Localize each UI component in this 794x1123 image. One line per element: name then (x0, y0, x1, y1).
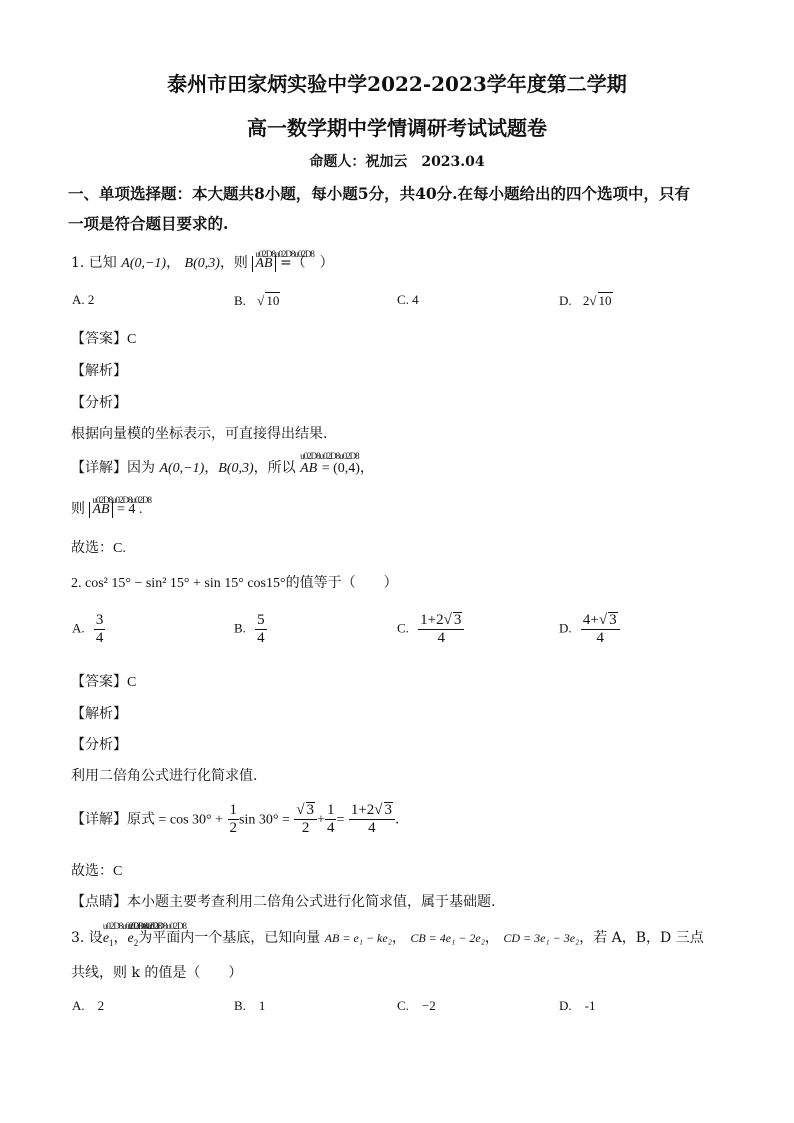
q2-detail-f3-den: 4 (368, 820, 376, 836)
exam-title-line2: 高一数学期中学情调研考试试题卷 (247, 116, 547, 140)
q2-fenxi-label: 【分析】 (71, 737, 127, 753)
q2-detail-f1-sqrt: 3 (306, 802, 315, 818)
q3-e1: u02D8u02D8u02D8 e (103, 931, 109, 947)
q2-stem (71, 572, 398, 592)
q3-e2: u02D8u02D8u02D8 e (128, 931, 134, 947)
q2-option-c-num-sqrt: 3 (453, 612, 462, 628)
q1-fenxi-text: 根据向量模的坐标表示，可直接得出结果. (71, 426, 328, 442)
q1-vector-ab: u02D8u02D8u02D8 AB (255, 256, 272, 272)
q2-option-d-den: 4 (596, 630, 604, 646)
q2-option-c-num-pre: 1+2 (420, 612, 444, 628)
q1-option-d: D. 2√ 10 (559, 293, 612, 308)
q1-detail: 【详解】因为 A(0,−1)，B(0,3)，所以 u02D8u02D8u02D8 AB = (0,4)， (71, 457, 374, 477)
q2-answer-label: 【答案】 (71, 674, 127, 690)
q1-stem: 1. 已知 A(0,−1)， B(0,3)，则 u02D8u02D8u02D8 AB =（ ） (71, 252, 334, 272)
q1-option-b: B. √ 10 (234, 293, 280, 308)
q1-choose (71, 537, 126, 557)
q3-cb-expr: CB = 4e₁ − 2e₂ (410, 931, 485, 945)
exam-title-line1: 泰州市田家炳实验中学2022-2023学年度第二学期 (167, 72, 627, 96)
q2-option-d-num-sqrt: 3 (609, 612, 617, 628)
q3-line1-mid: 为平面内一个基底，已知向量 (138, 930, 321, 946)
q1-answer-value: C (127, 332, 137, 347)
q1-option-a: A. 2 (72, 292, 95, 307)
q2-analysis-label: 【解析】 (71, 706, 127, 722)
q2-option-c-den: 4 (437, 630, 446, 646)
q1-paren: =（ ） (279, 255, 334, 271)
q2-option-b-den: 4 (257, 630, 265, 646)
q3-stem-line1: 3. 设u02D8u02D8u02D8 $e_1$，u02D8u02D8u02D8 $e_2$为平面内一个基底，已知向量 AB = e₁ − ke₂， CB = 4e₁ − 2e₂， CD = 3e₁ − 3e₂，若 A，B，D 三点 (71, 927, 704, 948)
q2-tail: 的值等于（ ） (285, 575, 398, 591)
q2-detail-lhs: 原式 = cos 30° + (127, 812, 224, 828)
q2-option-d-num-pre: 4+ (582, 612, 599, 628)
q1-point-a: A(0,−1) (121, 256, 167, 271)
q2-expression: 2. cos² 15° − sin² 15° + sin 15° cos15° (71, 576, 286, 591)
q1-detail-vector-ab: u02D8u02D8u02D8 AB (300, 461, 317, 477)
q2-detail-sin: sin 30° = (239, 812, 290, 828)
q1-option-b-label: B. (234, 293, 246, 308)
q1-detail-result (71, 498, 142, 518)
q3-option-b: B. 1 (234, 998, 266, 1013)
q2-answer-value: C (127, 675, 137, 690)
q2-option-d-label: D. (559, 620, 572, 636)
q1-option-c: C. 4 (397, 292, 419, 307)
q3-line1-tail: ，若 A，B，D 三点 (579, 930, 704, 946)
q3-number: 3. 设 (71, 930, 103, 946)
q2-comment (71, 891, 495, 911)
q1-detail-prefix: 因为 (127, 460, 155, 476)
q2-detail: 【详解】原式 = cos 30° + $\frac{1}{2}$ sin 30° = $\frac{√ 3}{2}$ + $\frac{1}{4}$ = $\frac{1+2√ 3}{4}$ . (71, 802, 400, 836)
q1-result-abs (89, 502, 112, 518)
q2-answer (71, 671, 136, 691)
q1-option-d-value: 10 (598, 293, 612, 308)
q3-e1-sub: 1 (109, 937, 114, 948)
q2-option-a (72, 612, 105, 647)
q1-option-d-label: D. (559, 293, 572, 308)
q3-e2-sub: 2 (133, 937, 139, 948)
q3-ab-expr: AB = e₁ − ke₂ (324, 931, 392, 945)
q1-option-d-coef: 2 (582, 293, 590, 308)
q2-detail-label: 【详解】 (71, 811, 127, 828)
q2-detail-f3-pre: 1+2 (350, 802, 375, 818)
q1-detail-point-a: A(0,−1) (159, 461, 205, 476)
section1-heading-line1: 一、单项选择题：本大题共8小题，每小题5分，共40分.在每小题给出的四个选项中，只有 (68, 184, 691, 203)
q2-detail-half-num: 1 (229, 802, 238, 818)
q1-detail-point-b: B(0,3) (218, 461, 254, 476)
q1-option-b-value: 10 (266, 293, 280, 308)
q1-detail-label: 【详解】 (71, 460, 127, 476)
q2-option-b (234, 612, 267, 647)
q1-number: 1. 已知 (71, 255, 117, 271)
q2-comment-label: 【点睛】 (71, 894, 127, 910)
q1-result-value: = 4 . (117, 502, 143, 517)
q2-option-a-label: A. (72, 620, 85, 636)
q1-answer-label: 【答案】 (71, 331, 127, 347)
q2-detail-plus: + (317, 812, 325, 828)
q2-comment-text: 本小题主要考查利用二倍角公式进行化简求值，属于基础题. (127, 894, 496, 910)
q2-detail-f2-den: 4 (326, 820, 335, 836)
q2-detail-eq: = (336, 812, 345, 828)
q1-detail-vector-value: = (0,4) (321, 461, 360, 476)
q2-option-a-den: 4 (95, 630, 104, 646)
q2-detail-f1-den: 2 (301, 820, 310, 836)
q2-choose-value: C (113, 864, 123, 879)
q1-answer (71, 328, 136, 348)
q3-option-a: A. 2 (72, 998, 105, 1013)
q2-detail-f2-num: 1 (326, 802, 335, 818)
q3-option-c: C. −2 (397, 998, 436, 1013)
q1-result-vector-ab: u02D8u02D8u02D8 AB (92, 502, 109, 518)
q2-choose (71, 860, 122, 880)
q3-option-d: D. -1 (559, 998, 596, 1013)
q2-option-c-label: C. (397, 620, 409, 636)
section1-heading-line2: 一项是符合题目要求的. (68, 214, 229, 233)
q2-option-a-num: 3 (95, 612, 104, 628)
q1-detail-mid: ，所以 (253, 460, 296, 476)
q2-option-c: C. $\frac{1+2√ 3}{4}$ (397, 612, 464, 647)
q2-fenxi-text: 利用二倍角公式进行化简求值. (71, 768, 258, 784)
q1-ze: 则 (71, 501, 85, 517)
q1-then: ，则 (219, 255, 248, 271)
q2-choose-label: 故选： (71, 863, 113, 879)
q1-point-b: B(0,3) (184, 256, 220, 271)
q2-option-b-num: 5 (257, 612, 265, 628)
q3-cd-expr: CD = 3e₁ − 3e₂ (503, 931, 580, 945)
q3-stem-line2: 共线，则 k 的值是（ ） (71, 965, 243, 981)
q2-detail-half-den: 2 (229, 820, 238, 836)
q3-comma: ， (113, 930, 128, 946)
q1-analysis-label: 【解析】 (71, 363, 127, 379)
q1-fenxi-label: 【分析】 (71, 395, 127, 411)
q1-vector-abs (252, 256, 275, 272)
q2-option-d: D. $\frac{4+√ 3}{4}$ (559, 612, 620, 647)
q2-option-b-label: B. (234, 620, 246, 636)
exam-author: 命题人：祝加云 2023.04 (309, 154, 485, 170)
q2-detail-f3-sqrt: 3 (384, 802, 393, 818)
q1-choose-value: C. (113, 541, 126, 556)
q1-choose-label: 故选： (71, 540, 113, 556)
